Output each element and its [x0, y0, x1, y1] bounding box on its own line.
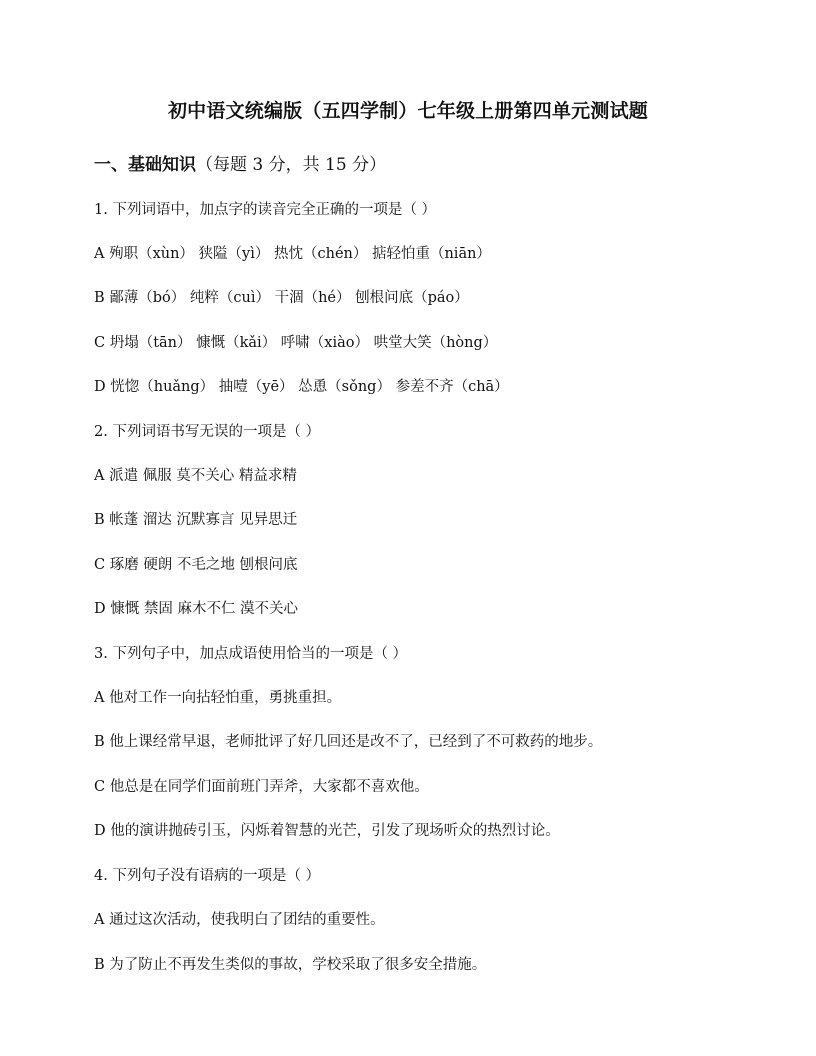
question-1-option-a: A 殉职（xùn） 狭隘（yì） 热忱（chén） 掂轻怕重（niān） [94, 246, 491, 262]
document-title: 初中语文统编版（五四学制）七年级上册第四单元测试题 [167, 100, 648, 122]
question-4-option-b: B 为了防止不再发生类似的事故，学校采取了很多安全措施。 [94, 957, 487, 973]
question-1-option-b: B 鄙薄（bó） 纯粹（cuì） 干涸（hé） 刨根问底（páo） [94, 290, 469, 306]
question-2-option-d: D 慷慨 禁固 麻木不仁 漠不关心 [94, 601, 299, 617]
question-3-stem: 3. 下列句子中，加点成语使用恰当的一项是（ ） [94, 646, 408, 662]
question-4-option-a: A 通过这次活动，使我明白了团结的重要性。 [94, 912, 385, 928]
question-3-option-b: B 他上课经常早退，老师批评了好几回还是改不了，已经到了不可救药的地步。 [94, 734, 603, 750]
question-2-stem: 2. 下列词语书写无误的一项是（ ） [94, 424, 321, 440]
question-3-option-c: C 他总是在同学们面前班门弄斧，大家都不喜欢他。 [94, 779, 429, 795]
question-2-option-a: A 派遣 佩服 莫不关心 精益求精 [94, 468, 297, 484]
section-heading [94, 150, 386, 175]
question-1-stem: 1. 下列词语中，加点字的读音完全正确的一项是（ ） [94, 202, 437, 218]
question-3-option-d: D 他的演讲抛砖引玉，闪烁着智慧的光芒，引发了现场听众的热烈讨论。 [94, 823, 560, 839]
question-1-option-c: C 坍塌（tān） 慷慨（kǎi） 呼啸（xiào） 哄堂大笑（hòng） [94, 335, 498, 351]
question-3-option-a: A 他对工作一向拈轻怕重，勇挑重担。 [94, 690, 342, 706]
section-heading-label: 一、基础知识 [94, 155, 196, 175]
question-1-option-d: D 恍惚（huǎng） 抽噎（yē） 怂恿（sǒng） 参差不齐（chā） [94, 379, 509, 395]
section-score-note: （每题 3 分，共 15 分） [196, 155, 387, 175]
question-2-option-b: B 帐蓬 溜达 沉默寡言 见异思迁 [94, 512, 298, 528]
question-2-option-c: C 琢磨 硬朗 不毛之地 刨根问底 [94, 557, 298, 573]
question-4-stem: 4. 下列句子没有语病的一项是（ ） [94, 868, 321, 884]
